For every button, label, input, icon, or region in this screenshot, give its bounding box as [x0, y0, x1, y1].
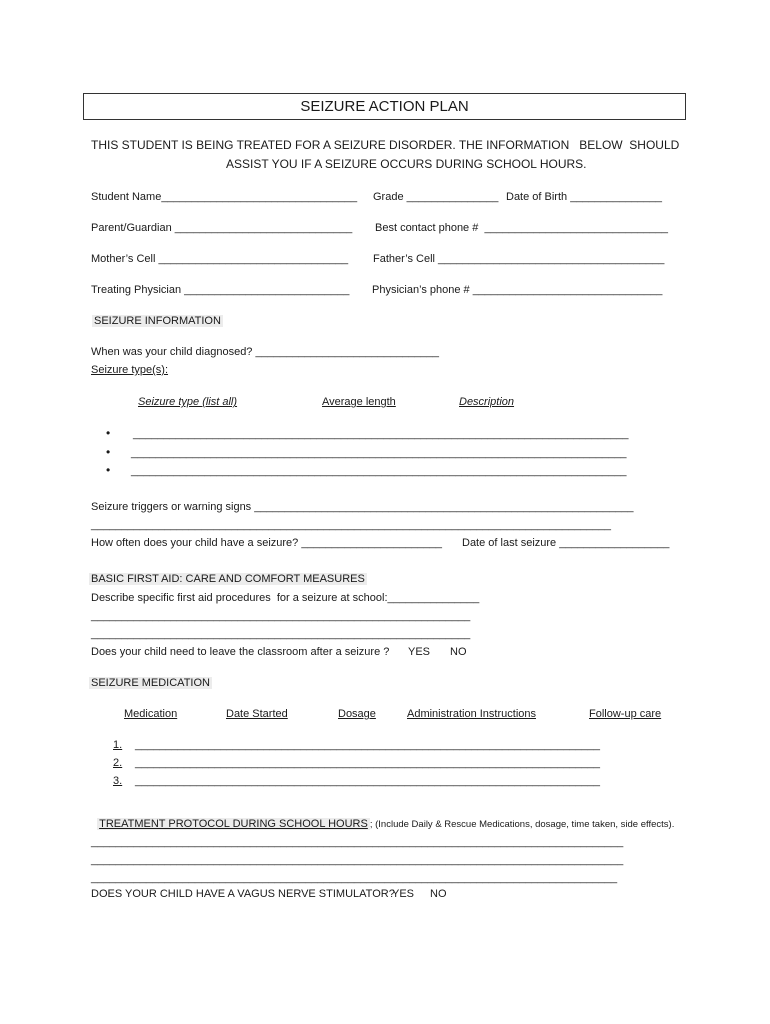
seizure-info-header: SEIZURE INFORMATION [94, 315, 221, 327]
bullet-2-icon: • [106, 445, 111, 459]
med-row-2-line[interactable]: ____________________________________________________________________________ [135, 757, 600, 769]
leave-classroom-question: Does your child need to leave the classroom after a seizure ? [91, 646, 390, 658]
first-aid-line-2[interactable]: ______________________________________________________________ [91, 628, 471, 640]
med-row-2-number: 2. [113, 757, 123, 769]
seizure-types-label: Seizure type(s): [91, 364, 169, 376]
col-seizure-type: Seizure type (list all) [138, 396, 238, 408]
how-often-field[interactable]: How often does your child have a seizure? _______________________ [91, 537, 443, 549]
father-cell-field[interactable]: Father’s Cell _____________________________________ [373, 253, 665, 265]
med-col-dosage: Dosage [338, 708, 376, 720]
intro-line-1: THIS STUDENT IS BEING TREATED FOR A SEIZURE DISORDER. THE INFORMATION BELOW SHOULD [91, 138, 680, 152]
intro-line-2: ASSIST YOU IF A SEIZURE OCCURS DURING SCHOOL HOURS. [226, 157, 587, 171]
student-name-field[interactable]: Student Name________________________________ [91, 191, 358, 203]
seizure-type-line-2[interactable]: _________________________________________________________________________________ [131, 447, 627, 459]
first-aid-line-1[interactable]: ______________________________________________________________ [91, 610, 471, 622]
first-aid-header: BASIC FIRST AID: CARE AND COMFORT MEASURES [91, 573, 365, 585]
treatment-line-3[interactable]: ______________________________________________________________________________________ [91, 872, 618, 884]
treatment-line-1[interactable]: _______________________________________________________________________________________ [91, 836, 624, 848]
med-col-medication: Medication [124, 708, 178, 720]
leave-classroom-yes[interactable]: YES [408, 646, 431, 658]
first-aid-describe-field[interactable]: Describe specific first aid procedures for a seizure at school:_______________ [91, 592, 480, 604]
med-col-administration: Administration Instructions [407, 708, 536, 720]
triggers-continuation[interactable]: _____________________________________________________________________________________ [91, 519, 612, 531]
vns-no[interactable]: NO [430, 888, 447, 900]
seizure-type-line-1[interactable]: _________________________________________________________________________________ [133, 428, 629, 440]
col-average-length: Average length [322, 396, 396, 408]
form-title: SEIZURE ACTION PLAN [83, 93, 686, 120]
bullet-3-icon: • [106, 463, 111, 477]
parent-field[interactable]: Parent/Guardian _____________________________ [91, 222, 353, 234]
med-col-date-started: Date Started [226, 708, 288, 720]
diagnosed-field[interactable]: When was your child diagnosed? ______________________________ [91, 346, 440, 358]
mother-cell-field[interactable]: Mother’s Cell _______________________________ [91, 253, 349, 265]
physician-field[interactable]: Treating Physician ___________________________ [91, 284, 350, 296]
col-description: Description [459, 396, 515, 408]
med-row-1-line[interactable]: ____________________________________________________________________________ [135, 739, 600, 751]
med-row-1-number: 1. [113, 739, 123, 751]
grade-field[interactable]: Grade _______________ [373, 191, 499, 203]
triggers-field[interactable]: Seizure triggers or warning signs ______________________________________________________________ [91, 501, 634, 513]
best-phone-field[interactable]: Best contact phone # ______________________________ [375, 222, 668, 234]
treatment-note: ; (Include Daily & Rescue Medications, dosage, time taken, side effects). [369, 819, 675, 830]
med-row-3-number: 3. [113, 775, 123, 787]
dob-field[interactable]: Date of Birth _______________ [506, 191, 662, 203]
treatment-header: TREATMENT PROTOCOL DURING SCHOOL HOURS [99, 818, 368, 830]
bullet-1-icon: • [106, 426, 111, 440]
med-row-3-line[interactable]: ____________________________________________________________________________ [135, 775, 600, 787]
physician-phone-field[interactable]: Physician’s phone # _______________________________ [372, 284, 663, 296]
vns-yes[interactable]: YES [392, 888, 415, 900]
last-seizure-field[interactable]: Date of last seizure __________________ [462, 537, 670, 549]
med-col-followup: Follow-up care [589, 708, 662, 720]
leave-classroom-no[interactable]: NO [450, 646, 467, 658]
vns-question: DOES YOUR CHILD HAVE A VAGUS NERVE STIMULATOR? [91, 888, 395, 900]
treatment-line-2[interactable]: _______________________________________________________________________________________ [91, 854, 624, 866]
medication-header: SEIZURE MEDICATION [91, 677, 210, 689]
seizure-type-line-3[interactable]: _________________________________________________________________________________ [131, 465, 627, 477]
